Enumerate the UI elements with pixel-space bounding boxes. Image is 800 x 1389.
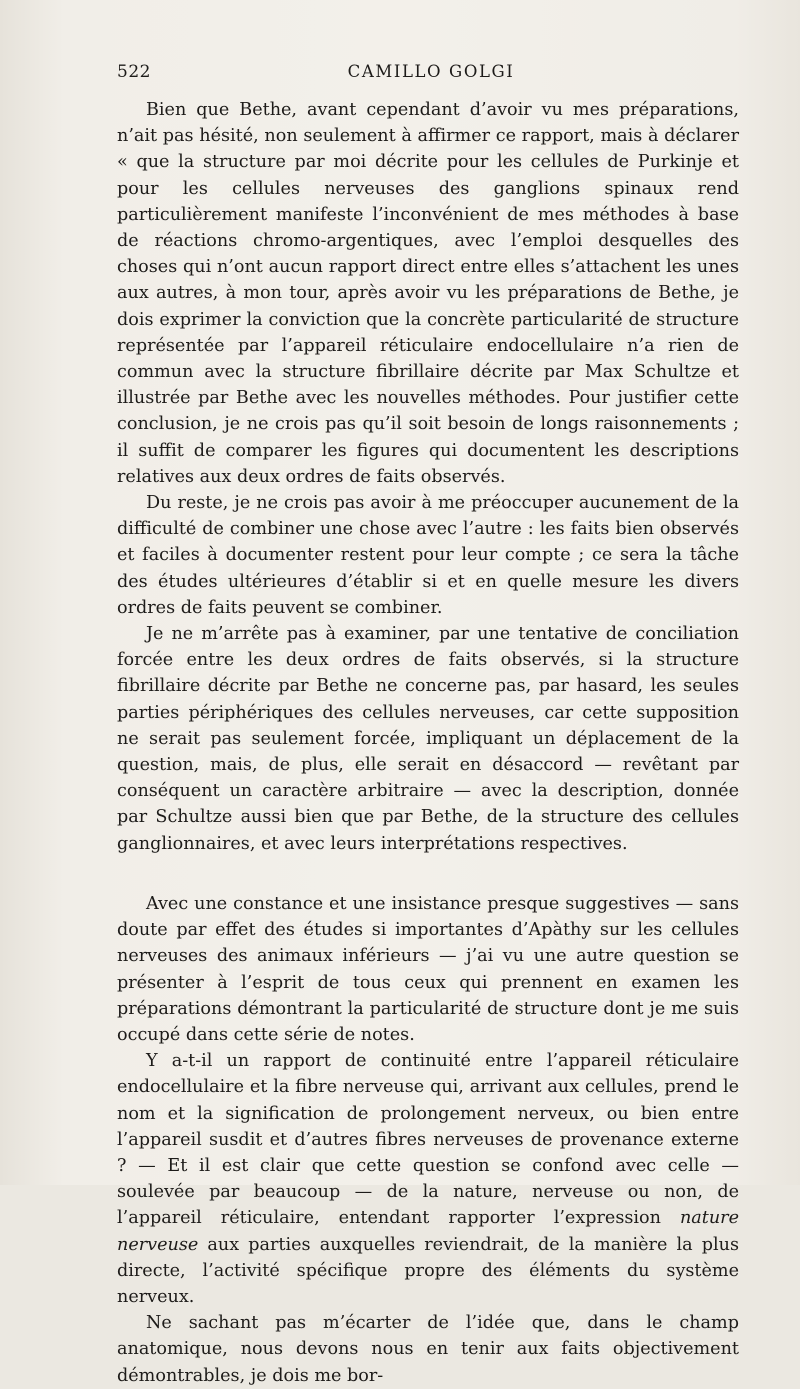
paragraph-2: Du reste, je ne crois pas avoir à me préoccuper aucunement de la difficulté de combiner une chose avec l’autre : les faits bien observés et faciles à documenter restent pour leur compte ; ce sera la tâche des études ultérieures d’établir si et en quelle mesure les divers ordres de faits peuvent se combiner. [117, 493, 739, 618]
paragraph-5 [117, 1048, 739, 1310]
italic-expression: nature nerveuse [117, 1208, 739, 1255]
page-number: 522 [117, 62, 151, 82]
paragraph-1: Bien que Bethe, avant cependant d’avoir vu mes préparations, n’ait pas hésité, non seulement à affirmer ce rapport, mais à déclarer « que la structure par moi décrite pour les cellules de Purkinje et pour les cellules nerveuses des ganglions spinaux rend particulièrement manifeste l’inconvénient de mes méthodes à base de réactions chromo-argentiques, avec l’emploi desquelles des choses qui n’ont aucun rapport direct entre elles s’attachent les unes aux autres, à mon tour, après avoir vu les préparations de Bethe, je dois exprimer la conviction que la concrète particularité de structure représentée par l’appareil réticulaire endocellulaire n’a rien de commun avec la structure fibrillaire décrite par Max Schultze et illustrée par Bethe avec les nouvelles méthodes. Pour justifier cette conclusion, je ne crois pas qu’il soit besoin de longs raisonnements ; il suffit de comparer les figures qui documentent les descriptions relatives aux deux ordres de faits observés. [117, 100, 739, 487]
running-title: CAMILLO GOLGI [347, 62, 515, 81]
paragraph-6: Ne sachant pas m’écarter de l’idée que, dans le champ anatomique, nous devons nous en tenir aux faits objectivement démontrables, je dois me bor- [117, 1313, 739, 1386]
running-head [117, 62, 737, 86]
paragraph-4: Avec une constance et une insistance presque suggestives — sans doute par effet des études si importantes d’Apàthy sur les cellules nerveuses des animaux inférieurs — j’ai vu une autre question se présenter à l’esprit de tous ceux qui prennent en examen les préparations démontrant la particularité de structure dont je me suis occupé dans cette série de notes. [117, 893, 739, 1045]
paragraph-3: Je ne m’arrête pas à examiner, par une tentative de conciliation forcée entre les deux ordres de faits observés, si la structure fibrillaire décrite par Bethe ne concerne pas, par hasard, les seules parties périphériques des cellules nerveuses, car cette supposition ne serait pas seulement forcée, impliquant un déplacement de la question, mais, de plus, elle serait en désaccord — revêtant par conséquent un caractère arbitraire — avec la description, donnée par Schultze aussi bien que par Bethe, de la structure des cellules ganglionnaires, et avec leurs interprétations respectives. [117, 624, 739, 854]
paragraph-5-text-before: Y a-t-il un rapport de continuité entre l’appareil réticulaire endocellulaire et la fibre nerveuse qui, arrivant aux cellules, prend le nom et la signification de prolongement nerveux, ou bien entre l’appareil susdit et d’autres fibres nerveuses de provenance externe ? — Et il est clair que cette question se confond avec celle — soulevée par beaucoup — de la nature, nerveuse ou non, de l’appareil réticulaire, entendant rapporter l’expression [117, 1051, 739, 1229]
body-text [117, 97, 739, 1389]
paragraph-5-text-after: aux parties auxquelles reviendrait, de la manière la plus directe, l’activité spécifique propre des éléments du système nerveux. [117, 1234, 739, 1307]
